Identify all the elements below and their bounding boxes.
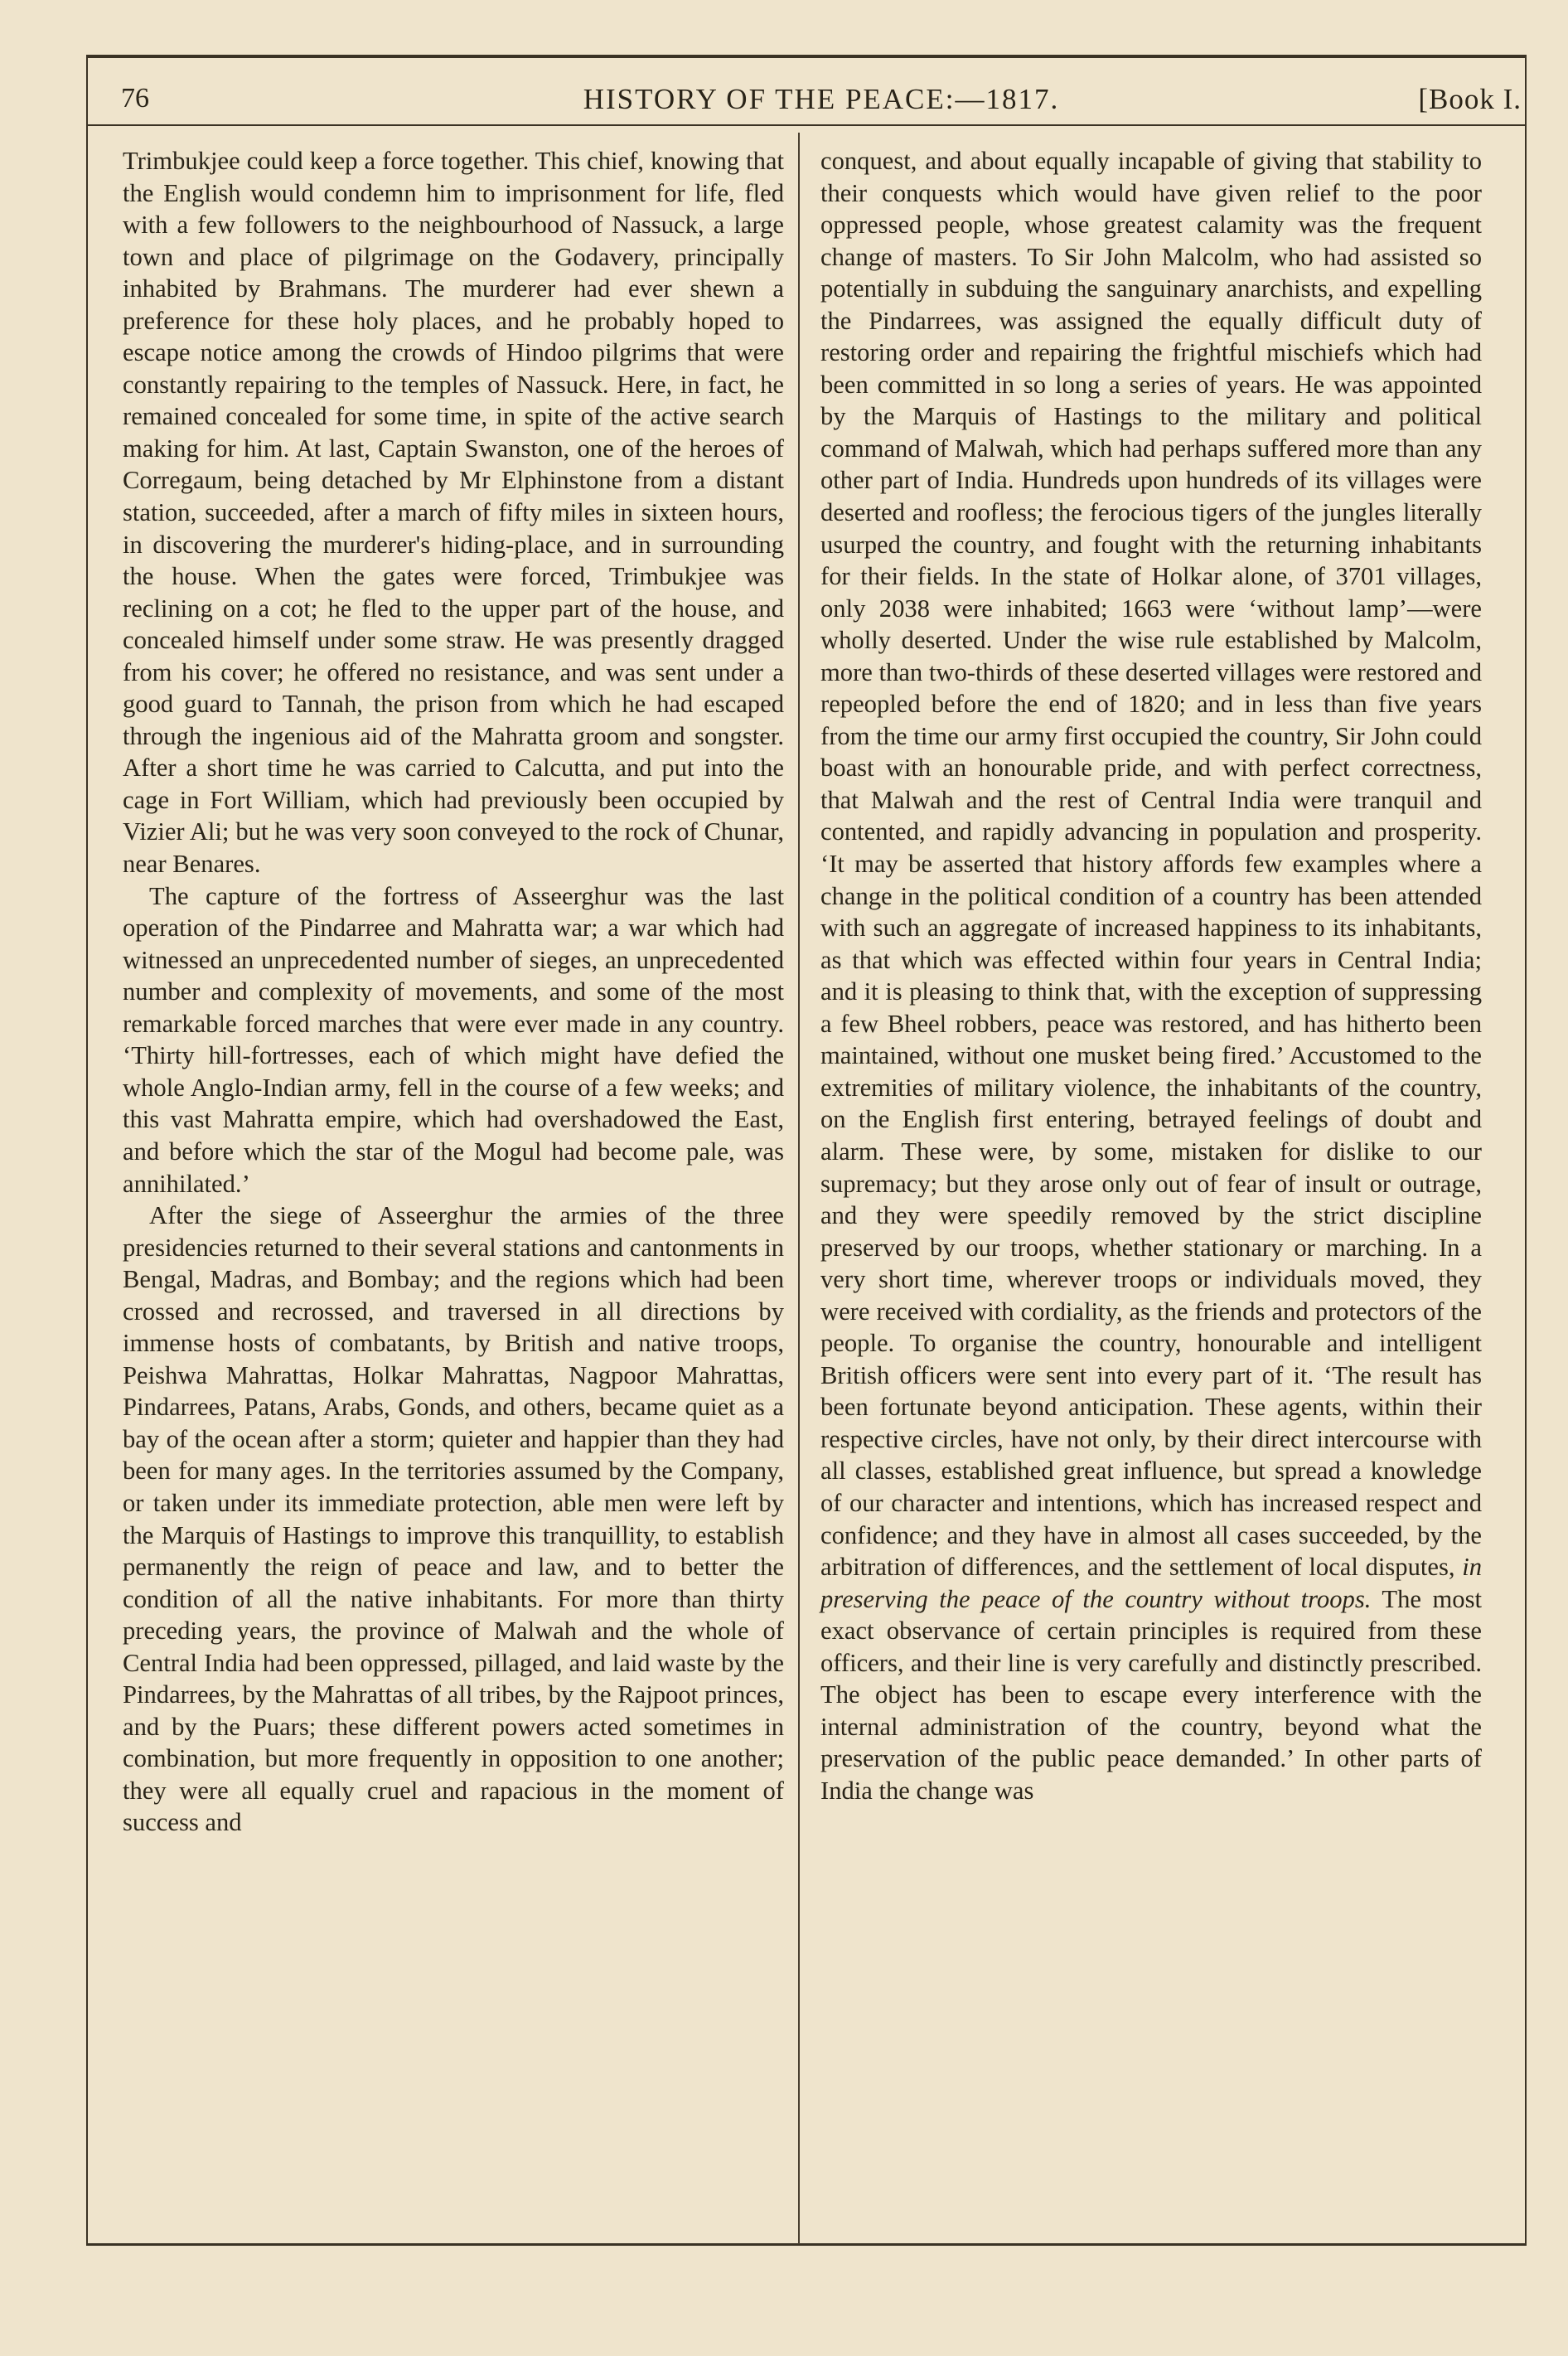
running-header <box>121 83 1522 133</box>
running-title: HISTORY OF THE PEACE:—1817. <box>583 83 1060 115</box>
paragraph: After the siege of Asseerghur the armies of the three presidencies returned to their several stations and cantonments in Bengal, Madras, and Bombay; and the regions which had been crossed and recrossed, and traversed in all directions by immense hosts of combatants, by British and native troops, Peishwa Mahrattas, Holkar Mahrattas, Nagpoor Mahrattas, Pindarrees, Patans, Arabs, Gonds, and others, became quiet as a bay of the ocean after a storm; quieter and happier than they had been for many ages. In the territories assumed by the Company, or taken under its immediate protection, able men were left by the Marquis of Hastings to improve this tranquillity, to establish permanently the reign of peace and law, and to better the condition of all the native inhabitants. For more than thirty preceding years, the province of Malwah and the whole of Central India had been oppressed, pillaged, and laid waste by the Pindarrees, by the Mahrattas of all tribes, by the Rajpoot princes, and by the Puars; these different powers acted sometimes in combination, but more frequently in opposition to one another; they were all equally cruel and rapacious in the moment of success and <box>123 1201 784 1837</box>
italic-quote: in preserving the peace of the country without troops. <box>820 1553 1482 1613</box>
paragraph-text: conquest, and about equally incapable of giving that stability to their conquests which would have given relief to the poor oppressed people, whose greatest calamity was the frequent change of masters. To Sir John Malcolm, who had assisted so potentially in subduing the sanguinary anarchists, and expelling the Pindarrees, was assigned the equally difficult duty of restoring order and repairing the frightful mischiefs which had been committed in so long a series of years. He was appointed by the Marquis of Hastings to the military and political command of Malwah, which had perhaps suffered more than any other part of India. Hundreds upon hundreds of its villages were deserted and roofless; the ferocious tigers of the jungles literally usurped the country, and fought with the returning inhabitants for their fields. In the state of Holkar alone, of 3701 villages, only 2038 were inhabited; 1663 were ‘without lamp’—were wholly deserted. Under the wise rule established by Malcolm, more than two-thirds of these deserted villages were restored and repeopled before the end of 1820; and in less than five years from the time our army first occupied the country, Sir John could boast with an honourable pride, and with perfect correctness, that Malwah and the rest of Central India were tranquil and contented, and rapidly advancing in population and prosperity. ‘It may be asserted that history affords few examples where a change in the political condition of a country has been attended with such an aggregate of increased happiness to its inhabitants, as that which was effected within four years in Central India; and it is pleasing to think that, with the exception of suppressing a few Bheel robbers, peace was restored, and has hitherto been maintained, without one musket being fired.’ Accustomed to the extremities of military violence, the inhabitants of the country, on the English first entering, betrayed feelings of doubt and alarm. These were, by some, mistaken for dislike to our supremacy; but they arose only out of fear of insult or outrage, and they were speedily removed by the strict discipline preserved by our troops, whether stationary or marching. In a very short time, wherever troops or individuals moved, they were received with cordiality, as the friends and protectors of the people. To organise the country, honourable and intelligent British officers were sent into every part of it. ‘The result has been fortunate beyond anticipation. These agents, within their respective circles, have not only, by their direct intercourse with all classes, established great influence, but spread a knowledge of our character and intentions, which has increased respect and confidence; and they have in almost all cases succeeded, by the arbitration of differences, and the settlement of local disputes, <box>820 147 1482 1582</box>
bottom-border-rule <box>86 2243 1527 2246</box>
book-label: [Book I. <box>1418 83 1522 115</box>
left-border-rule <box>86 55 88 2246</box>
right-border-rule <box>1525 55 1527 2246</box>
column-divider <box>798 133 800 2244</box>
page-number: 76 <box>121 83 149 114</box>
paragraph: Trimbukjee could keep a force together. This chief, knowing that the English would condemn him to imprisonment for life, fled with a few followers to the neighbourhood of Nassuck, a large town and place of pilgrimage on the Godavery, principally inhabited by Brahmans. The murderer had ever shewn a preference for these holy places, and he probably hoped to escape notice among the crowds of Hindoo pilgrims that were constantly repairing to the temples of Nassuck. Here, in fact, he remained concealed for some time, in spite of the active search making for him. At last, Captain Swanston, one of the heroes of Corregaum, being detached by Mr Elphinstone from a distant station, succeeded, after a march of fifty miles in sixteen hours, in discovering the murderer's hiding-place, and in surrounding the house. When the gates were forced, Trimbukjee was reclining on a cot; he fled to the upper part of the house, and concealed himself under some straw. He was presently dragged from his cover; he offered no resistance, and was sent under a good guard to Tannah, the prison from which he had escaped through the ingenious aid of the Mahratta groom and songster. After a short time he was carried to Calcutta, and put into the cage in Fort William, which had previously been occupied by Vizier Ali; but he was very soon conveyed to the rock of Chunar, near Benares. <box>123 147 784 879</box>
paragraph: The capture of the fortress of Asseerghur was the last operation of the Pindarree and Mahratta war; a war which had witnessed an unprecedented number of sieges, an unprecedented number and complexity of movements, and some of the most remarkable forced marches that were ever made in any country. ‘Thirty hill-fortresses, each of which might have defied the whole Anglo-Indian army, fell in the course of a few weeks; and this vast Mahratta empire, which had overshadowed the East, and before which the star of the Mogul had become pale, was annihilated.’ <box>123 881 784 1198</box>
paragraph <box>820 145 1482 1806</box>
paragraph-text: The most exact observance of certain principles is required from these officers, and their line is very carefully and distinctly prescribed. The object has been to escape every interference with the internal administration of the country, beyond what the preservation of the public peace demanded.’ In other parts of India the change was <box>820 1584 1482 1805</box>
right-column <box>820 145 1482 1806</box>
top-border-rule <box>86 55 1527 58</box>
left-column <box>123 145 784 1839</box>
